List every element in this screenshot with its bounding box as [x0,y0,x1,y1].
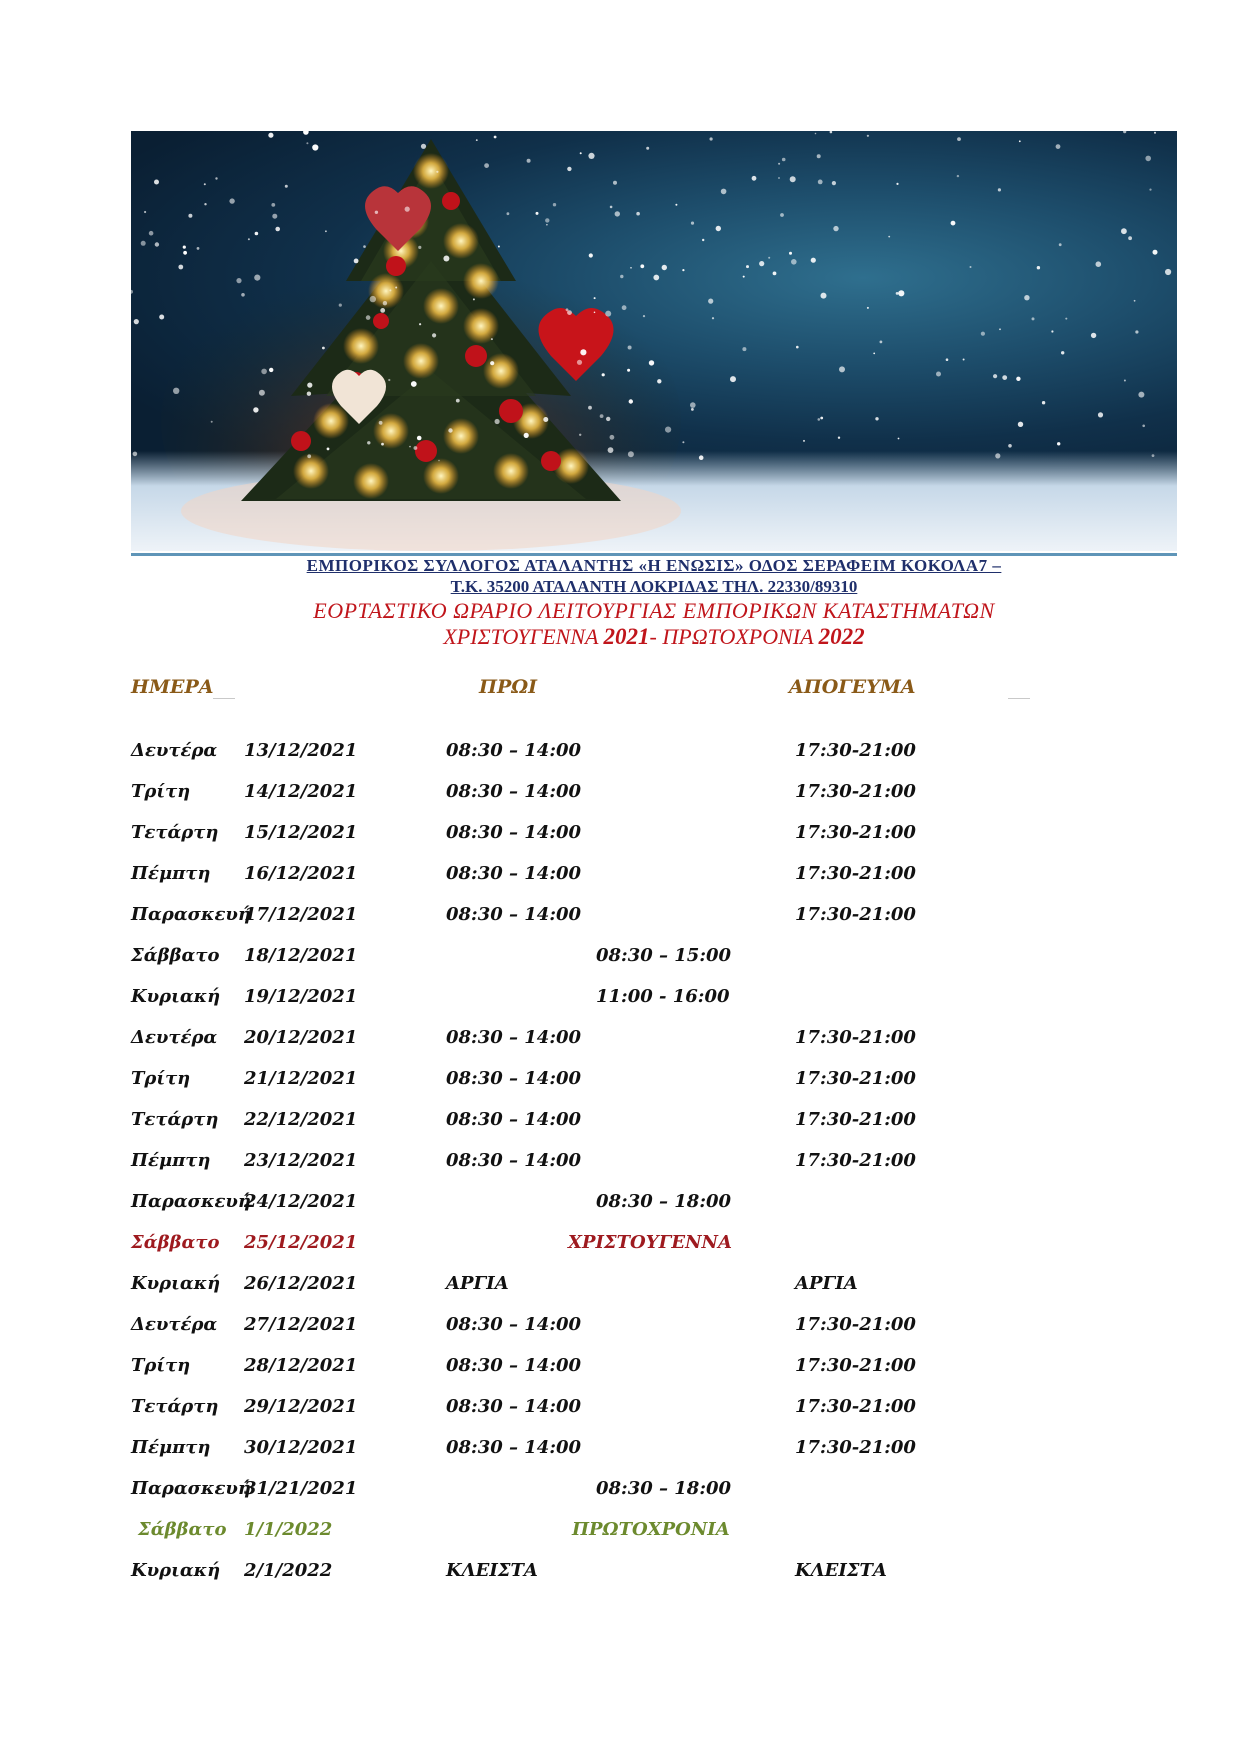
table-row [0,1519,1240,1549]
row-day: Πέμπτη [131,1437,211,1458]
row-hours-evening: 17:30-21:00 [795,1109,916,1130]
row-date: 23/12/2021 [244,1150,358,1171]
row-date: 19/12/2021 [244,986,358,1007]
row-day: Τρίτη [131,1355,191,1376]
row-hours-evening: 17:30-21:00 [795,822,916,843]
row-day: Παρασκευή [131,1478,251,1499]
row-hours-evening: 17:30-21:00 [795,1355,916,1376]
row-date: 26/12/2021 [244,1273,358,1294]
row-day: Πέμπτη [131,863,211,884]
association-address-line2: Τ.Κ. 35200 ΑΤΑΛΑΝΤΗ ΛΟΚΡΙΔΑΣ ΤΗΛ. 22330/89310 [450,577,858,596]
table-row [0,822,1240,852]
divider-dash [1008,698,1030,699]
row-day: Κυριακή [131,1273,221,1294]
row-day: Δευτέρα [131,1027,218,1048]
row-hours-full: ΧΡΙΣΤΟΥΓΕΝΝΑ [568,1232,732,1253]
row-hours-full: 11:00 - 16:00 [596,986,730,1007]
row-day: Τρίτη [131,781,191,802]
column-header-morning: ΠΡΩΙ [479,676,538,698]
table-row [0,863,1240,893]
row-hours-morning: 08:30 – 14:00 [446,740,582,761]
page-title-line2: ΧΡΙΣΤΟΥΓΕΝΝΑ 2021- ΠΡΩΤΟΧΡΟΝΙΑ 2022 [443,624,865,649]
row-date: 15/12/2021 [244,822,358,843]
row-day: Τετάρτη [131,1109,219,1130]
row-date: 29/12/2021 [244,1396,358,1417]
table-row [0,1437,1240,1467]
row-date: 22/12/2021 [244,1109,358,1130]
row-hours-evening: ΑΡΓΙΑ [795,1273,858,1294]
row-date: 2/1/2022 [244,1560,333,1581]
table-row [0,1068,1240,1098]
row-day: Σάββατο [131,1232,220,1253]
table-row [0,1191,1240,1221]
page-title-line1: ΕΟΡΤΑΣΤΙΚΟ ΩΡΑΡΙΟ ΛΕΙΤΟΥΡΓΙΑΣ ΕΜΠΟΡΙΚΩΝ ΚΑΤΑΣΤΗΜΑΤΩΝ [313,598,995,623]
row-date: 20/12/2021 [244,1027,358,1048]
row-hours-morning: 08:30 – 14:00 [446,1150,582,1171]
table-row [0,1396,1240,1426]
row-hours-full: 08:30 – 18:00 [596,1478,732,1499]
row-hours-evening: 17:30-21:00 [795,1150,916,1171]
row-date: 13/12/2021 [244,740,358,761]
row-day: Δευτέρα [131,740,218,761]
row-date: 30/12/2021 [244,1437,358,1458]
row-date: 21/12/2021 [244,1068,358,1089]
row-hours-morning: 08:30 – 14:00 [446,1068,582,1089]
row-hours-morning: 08:30 – 14:00 [446,1027,582,1048]
row-day: Τετάρτη [131,1396,219,1417]
row-day: Σάββατο [131,945,220,966]
row-date: 25/12/2021 [244,1232,358,1253]
row-hours-morning: 08:30 – 14:00 [446,781,582,802]
column-header-day: ΗΜΕΡΑ [131,676,214,698]
table-row [0,1355,1240,1385]
row-day: Παρασκευή [131,1191,251,1212]
row-day: Τρίτη [131,1068,191,1089]
row-date: 28/12/2021 [244,1355,358,1376]
row-date: 1/1/2022 [244,1519,333,1540]
row-day: Δευτέρα [131,1314,218,1335]
row-hours-full: 08:30 – 15:00 [596,945,732,966]
table-row [0,1150,1240,1180]
divider-dash [213,698,235,699]
table-row [0,781,1240,811]
table-row [0,1273,1240,1303]
row-hours-morning: 08:30 – 14:00 [446,1109,582,1130]
row-date: 14/12/2021 [244,781,358,802]
table-row [0,1560,1240,1590]
row-date: 16/12/2021 [244,863,358,884]
table-row [0,986,1240,1016]
table-row [0,1027,1240,1057]
row-hours-morning: 08:30 – 14:00 [446,1355,582,1376]
row-hours-evening: ΚΛΕΙΣΤΑ [795,1560,887,1581]
table-row [0,945,1240,975]
row-hours-evening: 17:30-21:00 [795,904,916,925]
row-hours-evening: 17:30-21:00 [795,863,916,884]
row-day: Σάββατο [138,1519,227,1540]
row-hours-morning: 08:30 – 14:00 [446,1396,582,1417]
row-hours-evening: 17:30-21:00 [795,740,916,761]
row-day: Τετάρτη [131,822,219,843]
row-date: 24/12/2021 [244,1191,358,1212]
table-row [0,1232,1240,1262]
row-hours-full: ΠΡΩΤΟΧΡΟΝΙΑ [572,1519,730,1540]
row-date: 31/21/2021 [244,1478,358,1499]
row-hours-evening: 17:30-21:00 [795,1027,916,1048]
row-day: Παρασκευή [131,904,251,925]
row-hours-evening: 17:30-21:00 [795,1396,916,1417]
row-date: 27/12/2021 [244,1314,358,1335]
row-hours-morning: ΚΛΕΙΣΤΑ [446,1560,538,1581]
row-hours-evening: 17:30-21:00 [795,1437,916,1458]
row-day: Κυριακή [131,986,221,1007]
row-day: Κυριακή [131,1560,221,1581]
row-date: 17/12/2021 [244,904,358,925]
row-date: 18/12/2021 [244,945,358,966]
column-header-evening: ΑΠΟΓΕΥΜΑ [789,676,916,698]
row-day: Πέμπτη [131,1150,211,1171]
row-hours-evening: 17:30-21:00 [795,1314,916,1335]
row-hours-morning: 08:30 – 14:00 [446,1437,582,1458]
table-row [0,1478,1240,1508]
table-row [0,740,1240,770]
row-hours-full: 08:30 – 18:00 [596,1191,732,1212]
table-row [0,904,1240,934]
hero-image-christmas-tree [131,131,1177,551]
association-address-line1: ΕΜΠΟΡΙΚΟΣ ΣΥΛΛΟΓΟΣ ΑΤΑΛΑΝΤΗΣ «Η ΕΝΩΣΙΣ» ΟΔΟΣ ΣΕΡΑΦΕΙΜ ΚΟΚΟΛΑ7 – [306,556,1002,575]
row-hours-morning: 08:30 – 14:00 [446,822,582,843]
row-hours-evening: 17:30-21:00 [795,781,916,802]
table-row [0,1109,1240,1139]
row-hours-evening: 17:30-21:00 [795,1068,916,1089]
table-row [0,1314,1240,1344]
row-hours-morning: ΑΡΓΙΑ [446,1273,509,1294]
row-hours-morning: 08:30 – 14:00 [446,904,582,925]
row-hours-morning: 08:30 – 14:00 [446,863,582,884]
row-hours-morning: 08:30 – 14:00 [446,1314,582,1335]
